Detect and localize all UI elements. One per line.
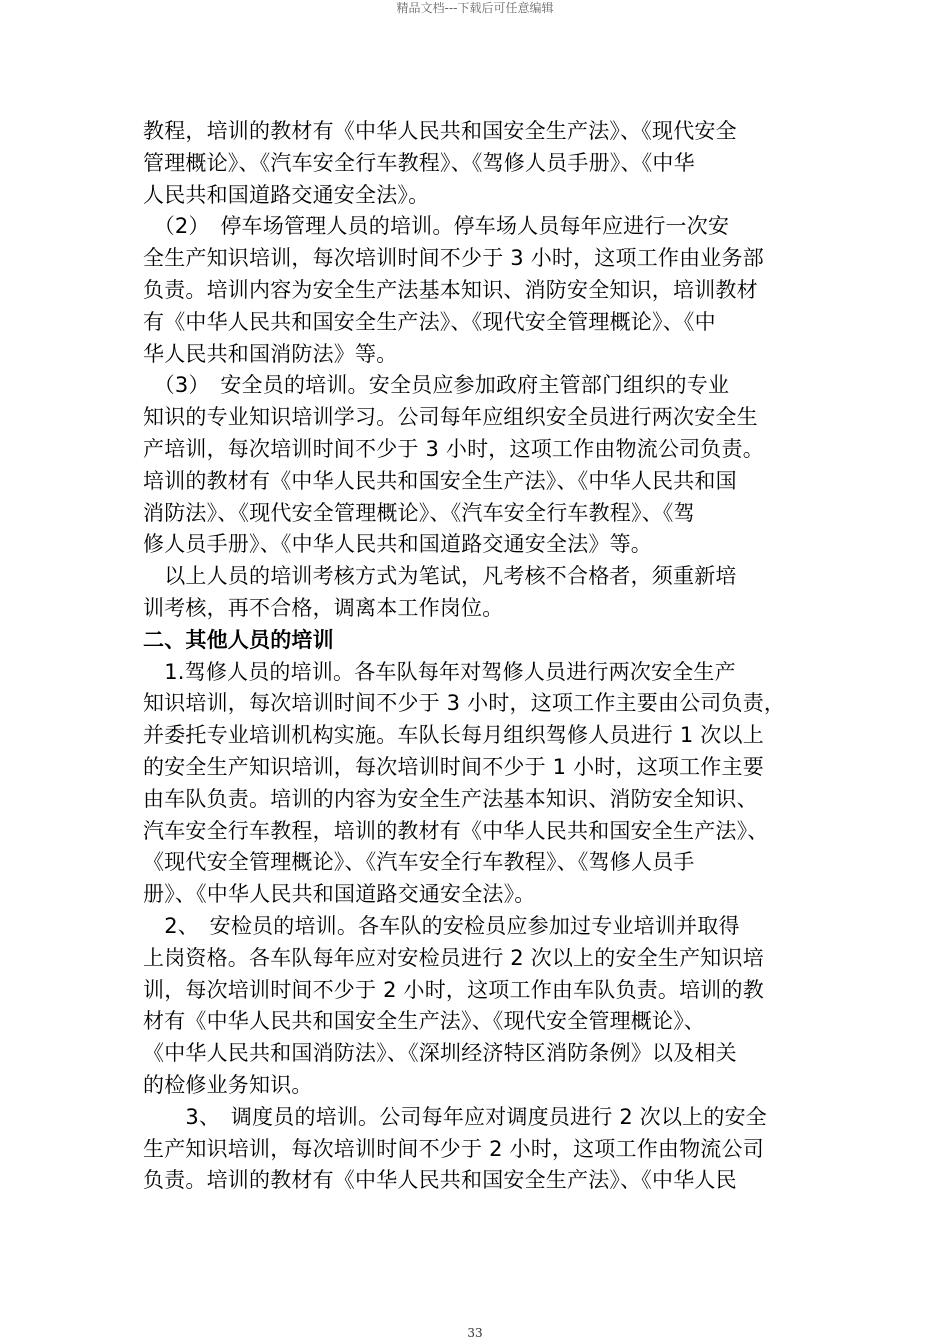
section-heading: 二、其他人员的培训 [143,627,334,652]
text-line: 由车队负责。培训的内容为安全生产法基本知识、消防安全知识、 [143,786,758,811]
text-line: 负责。培训内容为安全生产法基本知识、消防安全知识，培训教材 [143,277,758,302]
text-line: 全生产知识培训，每次培训时间不少于 3 小时，这项工作由业务部 [143,246,764,271]
text-line: 2、 安检员的培训。各车队的安检员应参加过专业培训并取得 [143,913,740,938]
text-line: 1.驾修人员的培训。各车队每年对驾修人员进行两次安全生产 [143,659,736,684]
text-line: 汽车安全行车教程，培训的教材有《中华人民共和国安全生产法》、 [143,818,769,843]
text-line: 并委托专业培训机构实施。车队长每月组织驾修人员进行 1 次以上 [143,723,764,748]
text-line: 册》、《中华人民共和国道路交通安全法》。 [143,882,536,907]
text-line: 华人民共和国消防法》等。 [143,341,398,366]
text-line: 生产知识培训，每次培训时间不少于 2 小时，这项工作由物流公司 [143,1136,764,1161]
text-line: （3） 安全员的培训。安全员应参加政府主管部门组织的专业 [143,373,730,398]
text-line: 产培训，每次培训时间不少于 3 小时，这项工作由物流公司负责。 [143,436,764,461]
text-line: 知识的专业知识培训学习。公司每年应组织安全员进行两次安全生 [143,405,758,430]
text-line: 知识培训，每次培训时间不少于 3 小时，这项工作主要由公司负责， [143,691,786,716]
page-number: 33 [467,1326,483,1340]
text-line: 教程，培训的教材有《中华人民共和国安全生产法》、《现代安全 [143,119,737,143]
text-line: 3、 调度员的培训。公司每年应对调度员进行 2 次以上的安全 [143,1104,767,1129]
text-line: 的安全生产知识培训，每次培训时间不少于 1 小时，这项工作主要 [143,754,764,779]
text-line: 修人员手册》、《中华人民共和国道路交通安全法》等。 [143,532,652,557]
text-line: 训，每次培训时间不少于 2 小时，这项工作由车队负责。培训的教 [143,977,764,1002]
text-line: 训考核，再不合格，调离本工作岗位。 [143,595,504,620]
text-line: 培训的教材有《中华人民共和国安全生产法》、《中华人民共和国 [143,468,737,493]
text-line: 《中华人民共和国消防法》、《深圳经济特区消防条例》以及相关 [143,1041,737,1066]
text-line: 有《中华人民共和国安全生产法》、《现代安全管理概论》、《中 [143,309,716,334]
text-line: 负责。培训的教材有《中华人民共和国安全生产法》、《中华人民 [143,1168,737,1193]
text-line: 以上人员的培训考核方式为笔试，凡考核不合格者，须重新培 [143,564,737,589]
text-line: 人民共和国道路交通安全法》。 [143,182,430,207]
document-body [143,116,811,1197]
text-line: 上岗资格。各车队每年应对安检员进行 2 次以上的安全生产知识培 [143,945,764,970]
text-line: 材有《中华人民共和国安全生产法》、《现代安全管理概论》、 [143,1009,706,1034]
text-line: 《现代安全管理概论》、《汽车安全行车教程》、《驾修人员手 [143,850,695,875]
text-line: （2） 停车场管理人员的培训。停车场人员每年应进行一次安 [143,214,730,239]
page-header: 精品文档---下载后可任意编辑 [396,1,554,15]
text-line: 的检修业务知识。 [143,1072,313,1097]
text-line: 管理概论》、《汽车安全行车教程》、《驾修人员手册》、《中华 [143,150,695,175]
text-line: 消防法》、《现代安全管理概论》、《汽车安全行车教程》、《驾 [143,500,695,525]
